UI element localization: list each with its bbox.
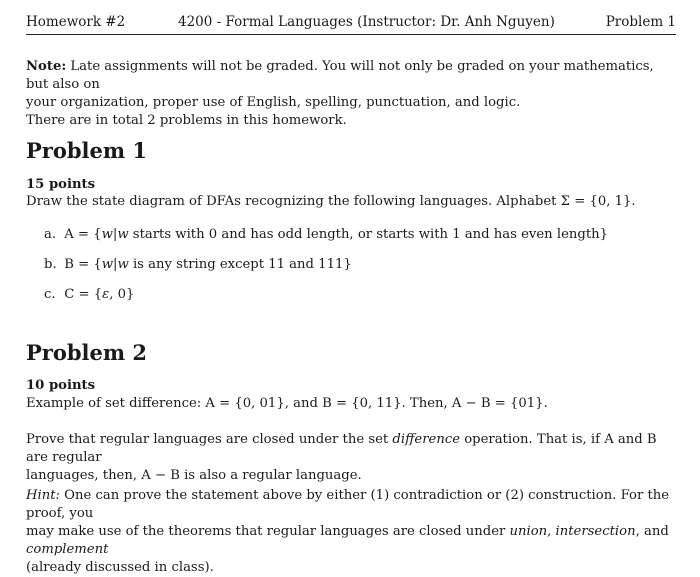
- problem-1-points: 15 points: [26, 177, 96, 192]
- note-line-1: Note: Late assignments will not be graded. You will not only be graded on your mathematics, but also on: [26, 59, 654, 92]
- problem-2-prove: [26, 431, 678, 485]
- emphasis-difference: difference: [392, 432, 461, 447]
- page-header: [26, 12, 676, 35]
- note-line-2: your organization, proper use of English, spelling, punctuation, and logic.: [26, 95, 521, 110]
- hint-label: Hint:: [26, 488, 60, 503]
- header-course-title: 4200 - Formal Languages (Instructor: Dr. Anh Nguyen): [178, 14, 555, 30]
- hint-line-3: (already discussed in class).: [26, 560, 214, 575]
- prove-line-2: languages, then, A − B is also a regular language.: [26, 468, 362, 483]
- problem-1-item-c: c. C = {ε, 0}: [44, 287, 135, 302]
- emphasis-complement: complement: [26, 542, 109, 557]
- emphasis-union: union: [509, 524, 548, 539]
- emphasis-intersection: intersection: [555, 524, 636, 539]
- problem-2-example: Example of set difference: A = {0, 01}, and B = {0, 11}. Then, A − B = {01}.: [26, 396, 548, 411]
- problem-1-item-b: b. B = {w|w is any string except 11 and 111}: [44, 257, 352, 272]
- header-homework-label: Homework #2: [26, 14, 126, 30]
- prove-line-1: Prove that regular languages are closed under the set difference operation. That is, if A and B are regular: [26, 432, 657, 465]
- note-line-3: There are in total 2 problems in this homework.: [26, 113, 347, 128]
- problem-2-title: Problem 2: [26, 340, 148, 365]
- note-label: Note:: [26, 59, 67, 74]
- problem-1-statement: Draw the state diagram of DFAs recognizing the following languages. Alphabet Σ = {0, 1}.: [26, 194, 636, 209]
- problem-1-title: Problem 1: [26, 138, 148, 163]
- problem-2-hint: [26, 487, 678, 577]
- problem-2-points: 10 points: [26, 378, 96, 393]
- hint-line-2: may make use of the theorems that regular languages are closed under union, intersection, and complement: [26, 524, 669, 557]
- header-problem-label: Problem 1: [605, 14, 676, 30]
- hint-line-1: Hint: One can prove the statement above by either (1) contradiction or (2) construction. For the proof, you: [26, 488, 670, 521]
- note-paragraph: [26, 58, 678, 130]
- problem-1-item-a: a. A = {w|w starts with 0 and has odd length, or starts with 1 and has even length}: [44, 227, 609, 242]
